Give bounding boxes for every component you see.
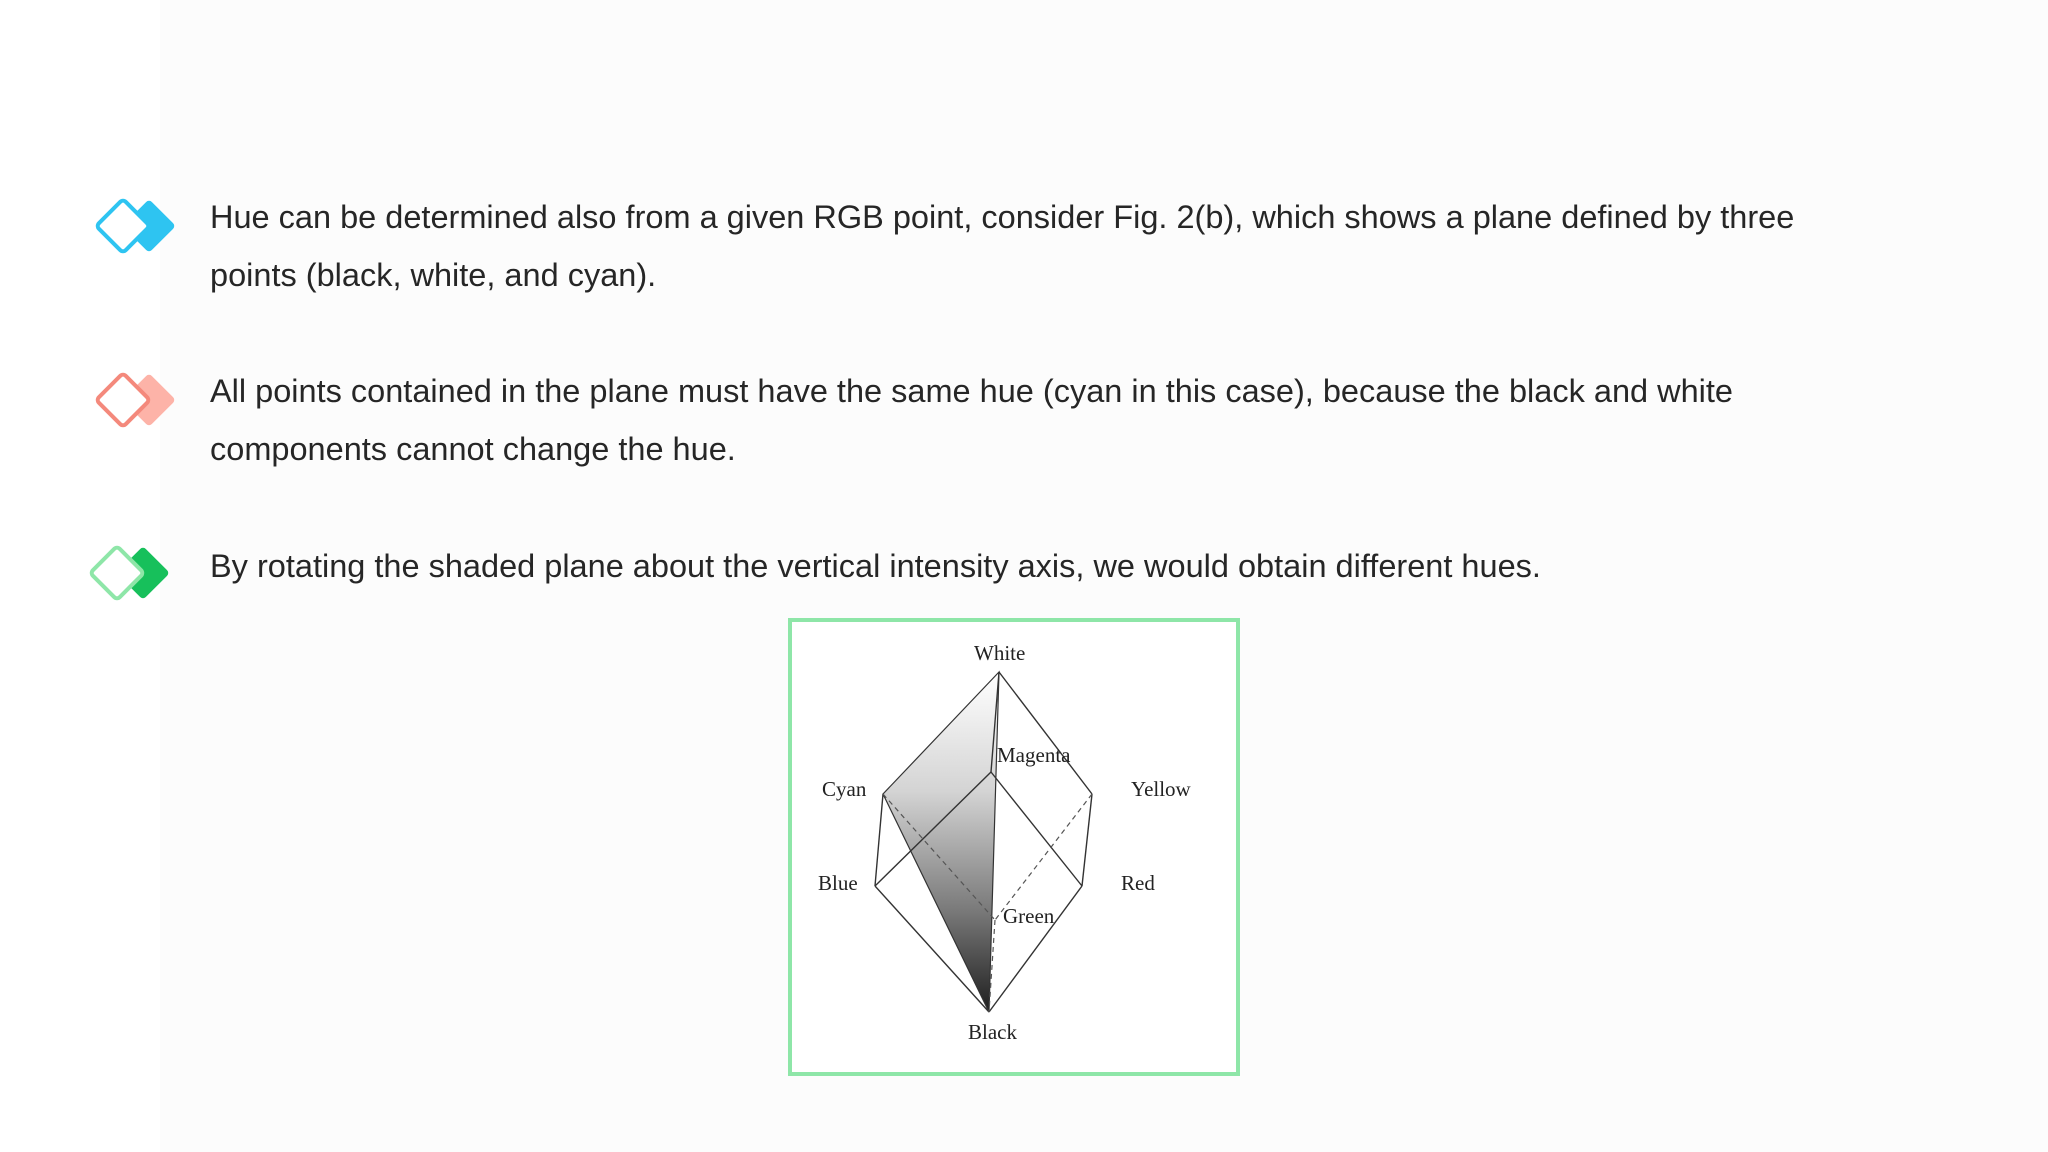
bullet-text-2: All points contained in the plane must have the same hue (cyan in this case), because the black and white components cannot change the hue. (210, 373, 1733, 467)
rgb-cube-diagram (792, 622, 1236, 1072)
label-white: White (974, 641, 1026, 665)
shaded-hue-plane (883, 672, 999, 1012)
label-cyan: Cyan (822, 777, 867, 801)
bullet-text-3: By rotating the shaded plane about the vertical intensity axis, we would obtain different hues. (210, 548, 1541, 584)
label-blue: Blue (818, 871, 858, 895)
rgb-cube-figure (788, 618, 1240, 1076)
double-diamond-icon (92, 366, 182, 436)
label-black: Black (968, 1020, 1017, 1044)
double-diamond-icon (86, 539, 176, 609)
double-diamond-icon (92, 192, 182, 262)
label-magenta: Magenta (997, 743, 1071, 767)
bullet-text-1: Hue can be determined also from a given RGB point, consider Fig. 2(b), which shows a plane defined by three points (black, white, and cyan). (210, 199, 1795, 293)
label-green: Green (1003, 904, 1055, 928)
label-red: Red (1121, 871, 1155, 895)
label-yellow: Yellow (1131, 777, 1191, 801)
